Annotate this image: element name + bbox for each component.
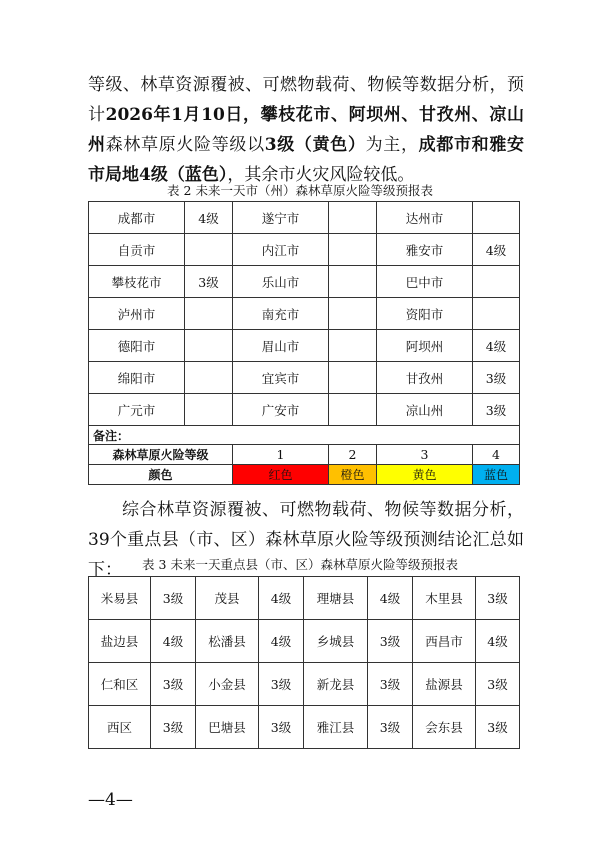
intro-text-c: 森林草原火险等级以	[105, 135, 265, 155]
level-1: 1	[233, 445, 329, 465]
risk-level-cell: 4级	[368, 577, 413, 620]
region-name-cell: 达州市	[377, 202, 473, 234]
intro-level-yellow: 3级（黄色）	[264, 135, 366, 155]
region-name-cell: 仁和区	[89, 663, 151, 706]
region-name-cell: 广安市	[233, 394, 329, 426]
city-row	[89, 362, 520, 394]
color-red-cell: 红色	[233, 465, 329, 485]
region-name-cell: 乡城县	[304, 620, 368, 663]
table2-level-row	[89, 445, 520, 465]
table2-note-label: 备注：	[89, 426, 520, 445]
risk-level-cell: 3级	[476, 663, 520, 706]
city-row	[89, 298, 520, 330]
region-name-cell: 新龙县	[304, 663, 368, 706]
risk-level-cell: 3级	[368, 706, 413, 749]
risk-level-cell	[329, 330, 377, 362]
risk-level-cell	[473, 202, 520, 234]
risk-level-cell: 4级	[259, 577, 304, 620]
county-row	[89, 577, 520, 620]
region-name-cell: 自贡市	[89, 234, 185, 266]
region-name-cell: 松潘县	[196, 620, 259, 663]
region-name-cell: 盐源县	[413, 663, 476, 706]
risk-level-cell	[185, 394, 233, 426]
region-name-cell: 理塘县	[304, 577, 368, 620]
color-blue-cell: 蓝色	[473, 465, 520, 485]
risk-level-cell: 4级	[151, 620, 196, 663]
region-name-cell: 凉山州	[377, 394, 473, 426]
region-name-cell: 遂宁市	[233, 202, 329, 234]
region-name-cell: 乐山市	[233, 266, 329, 298]
intro-text-e: 为主，	[365, 135, 419, 155]
region-name-cell: 雅江县	[304, 706, 368, 749]
summary-paragraph: 综合林草资源覆被、可燃物载荷、物候等数据分析，39个重点县（市、区）森林草原火险等级预测结论汇总如下：	[88, 500, 524, 580]
table2-color-row	[89, 465, 520, 485]
intro-level-blue: 成都市和雅安市局地4级（蓝色）	[88, 135, 525, 185]
city-row	[89, 266, 520, 298]
risk-level-cell	[329, 394, 377, 426]
risk-level-cell: 3级	[151, 577, 196, 620]
intro-text-g: ，其余市火灾风险较低。	[227, 165, 415, 185]
region-name-cell: 成都市	[89, 202, 185, 234]
region-name-cell: 西区	[89, 706, 151, 749]
risk-level-cell	[329, 362, 377, 394]
risk-level-cell	[473, 298, 520, 330]
table2-caption: 表 2 未来一天市（州）森林草原火险等级预报表	[167, 183, 433, 198]
region-name-cell: 巴中市	[377, 266, 473, 298]
county-row	[89, 663, 520, 706]
county-row	[89, 620, 520, 663]
risk-level-cell: 3级	[185, 266, 233, 298]
county-fire-risk-rows	[89, 577, 520, 749]
intro-paragraph	[88, 70, 524, 190]
city-fire-risk-rows	[89, 202, 520, 426]
region-name-cell: 南充市	[233, 298, 329, 330]
risk-level-cell	[329, 298, 377, 330]
region-name-cell: 盐边县	[89, 620, 151, 663]
table2-note-row	[89, 426, 520, 445]
risk-level-cell: 3级	[368, 663, 413, 706]
region-name-cell: 德阳市	[89, 330, 185, 362]
risk-level-cell: 3级	[259, 663, 304, 706]
risk-level-cell: 4级	[476, 620, 520, 663]
risk-level-cell: 3级	[368, 620, 413, 663]
risk-level-cell	[185, 298, 233, 330]
region-name-cell: 巴塘县	[196, 706, 259, 749]
risk-level-cell	[473, 266, 520, 298]
city-row	[89, 330, 520, 362]
risk-level-cell: 4级	[259, 620, 304, 663]
level-header: 森林草原火险等级	[89, 445, 233, 465]
level-3: 3	[377, 445, 473, 465]
region-name-cell: 会东县	[413, 706, 476, 749]
intro-text-a: 等级、林草资源覆被、可燃物载荷、物候等数据分析，预计	[88, 75, 524, 125]
region-name-cell: 宜宾市	[233, 362, 329, 394]
city-row	[89, 234, 520, 266]
region-name-cell: 甘孜州	[377, 362, 473, 394]
intro-date-regions: 2026年1月10日，攀枝花市、阿坝州、甘孜州、凉山州	[88, 105, 524, 155]
region-name-cell: 广元市	[89, 394, 185, 426]
region-name-cell: 绵阳市	[89, 362, 185, 394]
city-fire-risk-table	[88, 201, 520, 485]
city-row	[89, 394, 520, 426]
table3-caption: 表 3 未来一天重点县（市、区）森林草原火险等级预报表	[142, 557, 458, 572]
region-name-cell: 资阳市	[377, 298, 473, 330]
page-number: —4—	[88, 790, 133, 810]
risk-level-cell	[329, 266, 377, 298]
risk-level-cell	[329, 234, 377, 266]
region-name-cell: 阿坝州	[377, 330, 473, 362]
region-name-cell: 西昌市	[413, 620, 476, 663]
level-4: 4	[473, 445, 520, 465]
city-row	[89, 202, 520, 234]
county-fire-risk-table	[88, 576, 520, 749]
risk-level-cell	[185, 330, 233, 362]
color-header: 颜色	[89, 465, 233, 485]
risk-level-cell: 3级	[473, 362, 520, 394]
region-name-cell: 米易县	[89, 577, 151, 620]
region-name-cell: 木里县	[413, 577, 476, 620]
region-name-cell: 茂县	[196, 577, 259, 620]
risk-level-cell: 4级	[185, 202, 233, 234]
region-name-cell: 泸州市	[89, 298, 185, 330]
risk-level-cell: 3级	[476, 706, 520, 749]
risk-level-cell: 4级	[473, 330, 520, 362]
county-row	[89, 706, 520, 749]
color-orange-cell: 橙色	[329, 465, 377, 485]
region-name-cell: 眉山市	[233, 330, 329, 362]
risk-level-cell	[329, 202, 377, 234]
risk-level-cell	[185, 362, 233, 394]
risk-level-cell: 3级	[473, 394, 520, 426]
region-name-cell: 小金县	[196, 663, 259, 706]
risk-level-cell: 3级	[151, 663, 196, 706]
risk-level-cell: 3级	[476, 577, 520, 620]
region-name-cell: 攀枝花市	[89, 266, 185, 298]
risk-level-cell	[185, 234, 233, 266]
level-2: 2	[329, 445, 377, 465]
color-yellow-cell: 黄色	[377, 465, 473, 485]
risk-level-cell: 3级	[151, 706, 196, 749]
region-name-cell: 内江市	[233, 234, 329, 266]
region-name-cell: 雅安市	[377, 234, 473, 266]
risk-level-cell: 3级	[259, 706, 304, 749]
risk-level-cell: 4级	[473, 234, 520, 266]
